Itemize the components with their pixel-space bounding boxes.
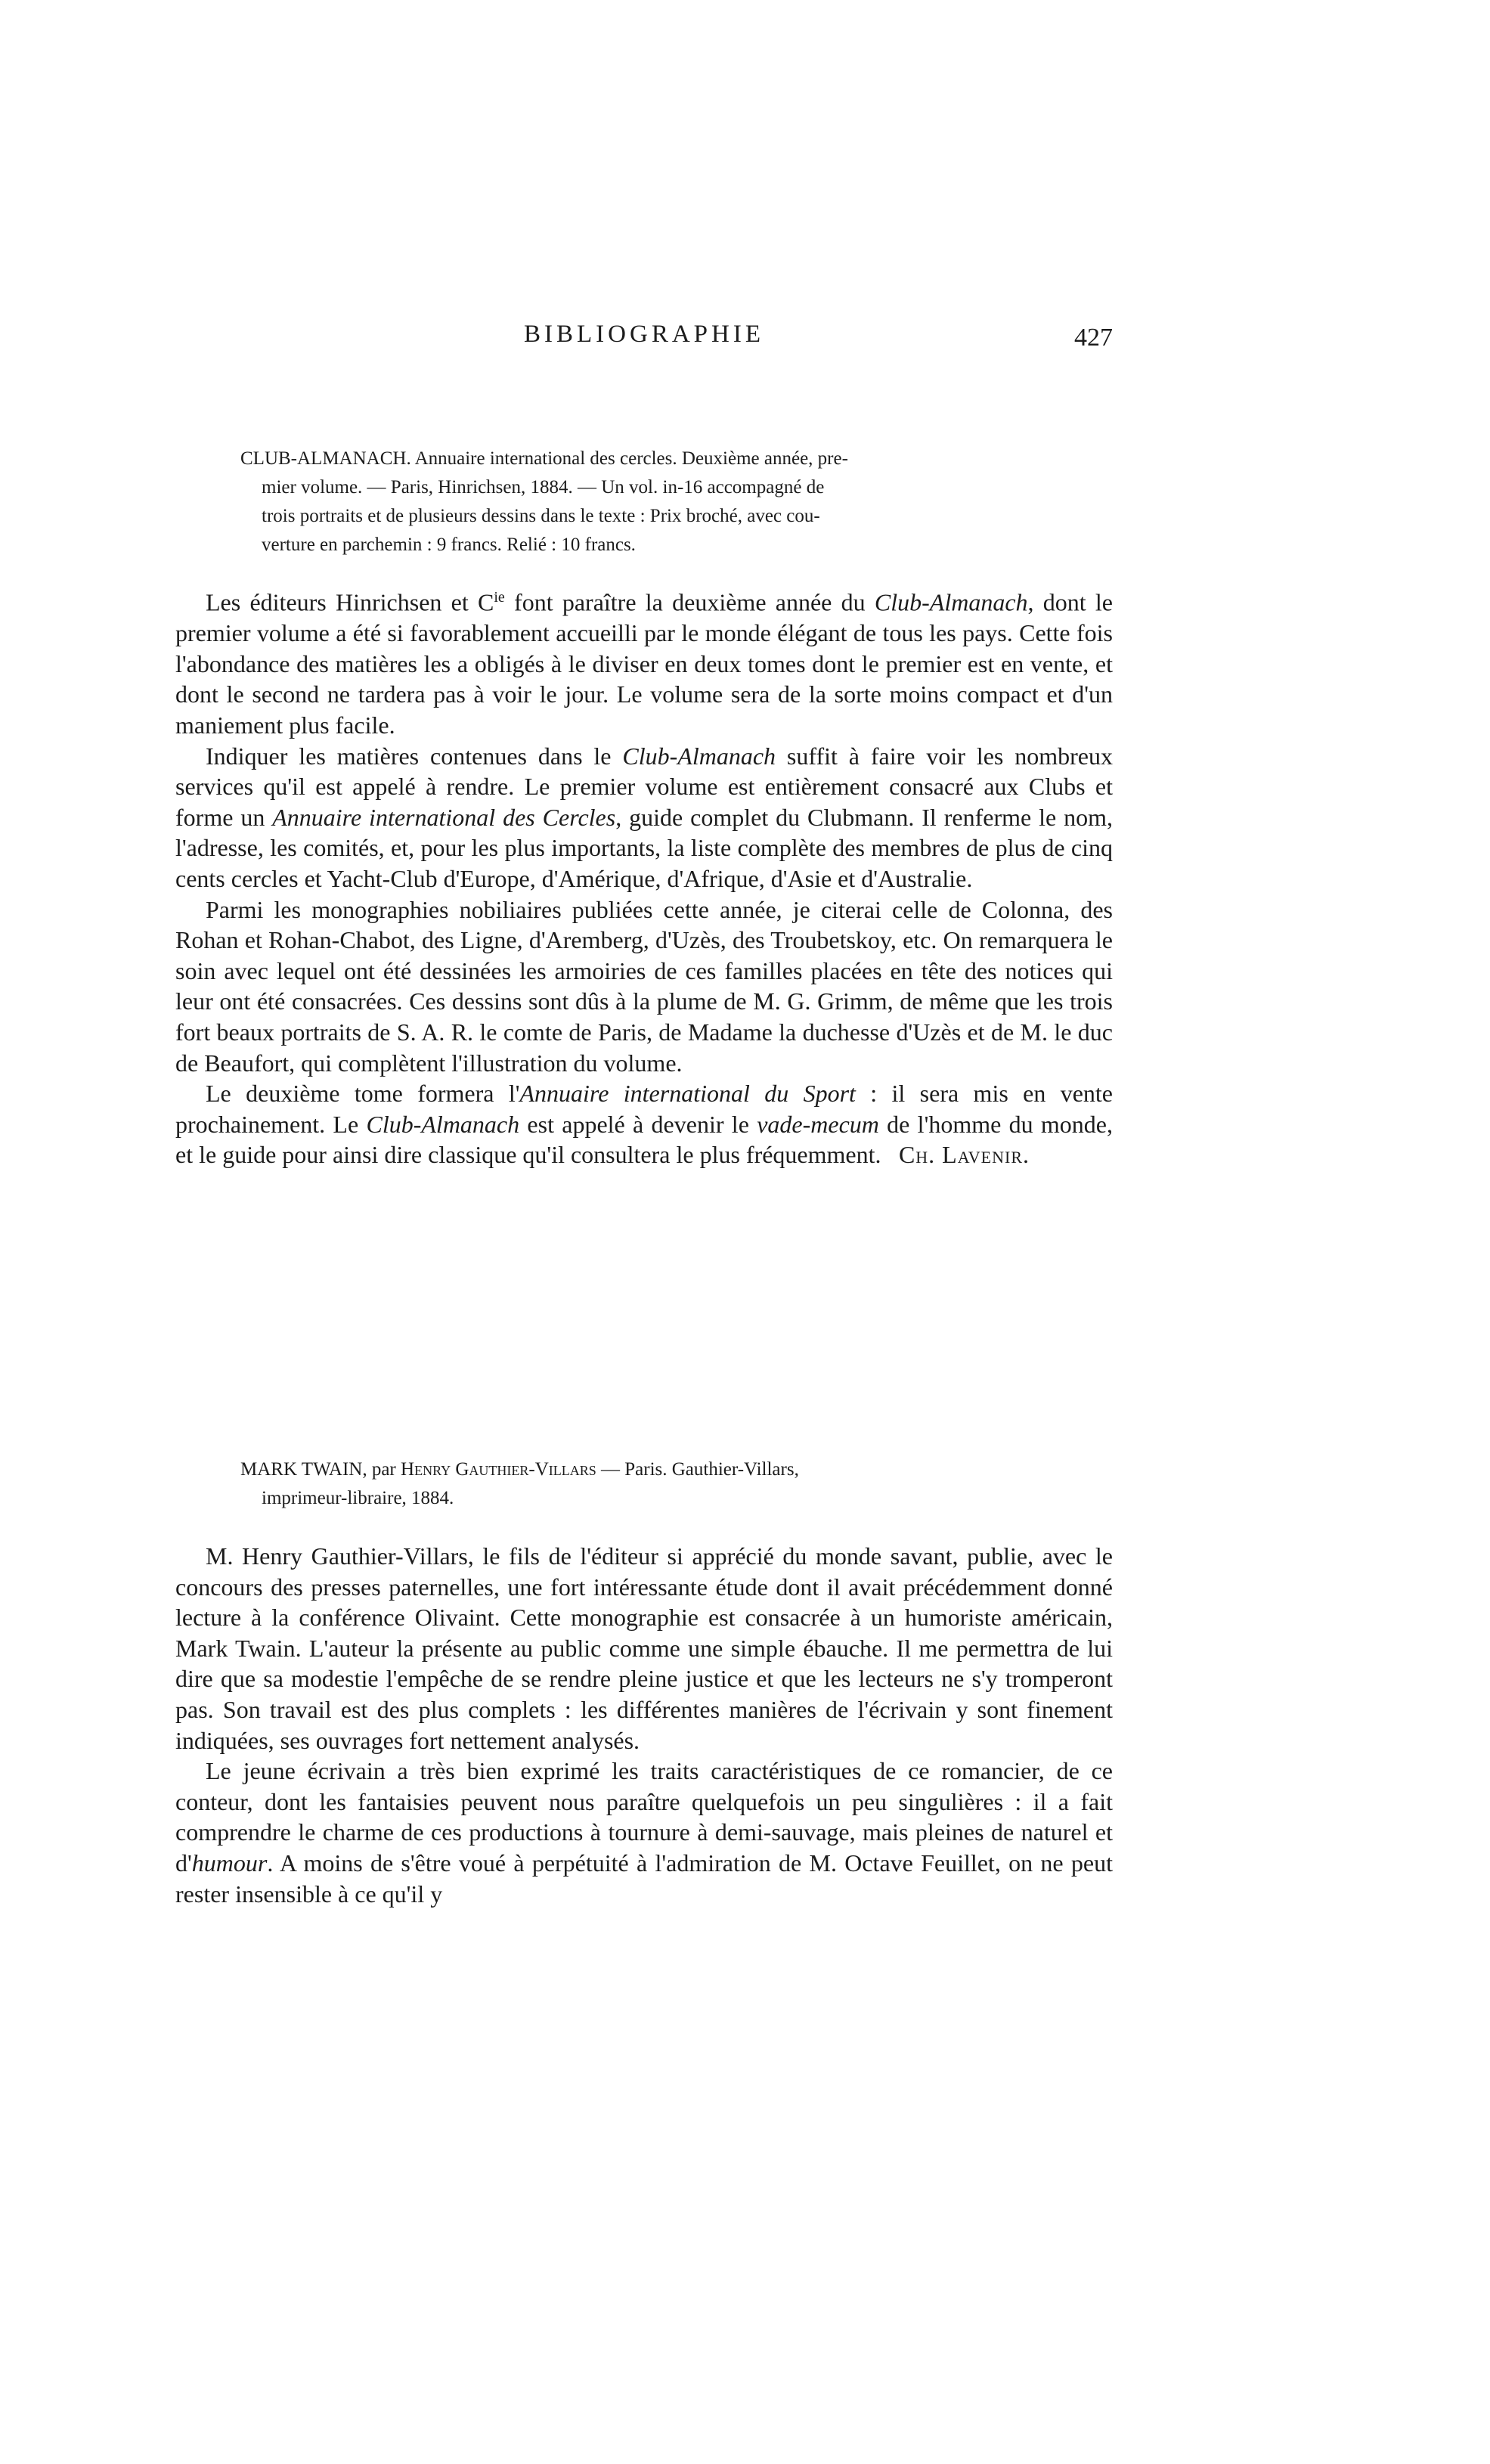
heading-author: Henry Gauthier-Villars (401, 1459, 596, 1480)
paragraph: Parmi les monographies nobiliaires publiées cette année, je citerai celle de Colonna, des Rohan et Rohan-Chabot, des Ligne, d'Aremberg, d'Uzès, des Troubetskoy, etc. On remarquera le soin avec lequel ont été dessinées les armoiries de ces familles placées en tête des notices qui leur ont été consacrées. Ces dessins sont dûs à la plume de M. G. Grimm, de même que les trois fort beaux portraits de S. A. R. le comte de Paris, de Madame la duchesse d'Uzès et de M. le duc de Beaufort, qui complètent l'illustration du volume. (175, 895, 1113, 1077)
entry-body-club-almanach (175, 582, 1113, 1170)
paragraph: Les éditeurs Hinrichsen et $C^{ie}$ font paraître la deuxième année du Club-Almanach, dont le premier volume a été si favorablement accueilli par le monde élégant de tous les pays. Cette fois l'abondance des matières les a obligés à le diviser en deux tomes dont le premier est en vente, et dont le second ne tardera pas à voir le jour. Le volume sera de la sorte moins compact et d'un maniement plus facile. (175, 588, 1113, 739)
paragraph: Indiquer les matières contenues dans le Club-Almanach suffit à faire voir les nombreux services qu'il est appelé à rendre. Le premier volume est entièrement consacré aux Clubs et forme un Annuaire international des Cercles, guide complet du Clubmann. Il renferme le nom, l'adresse, les comités, et, pour les plus importants, la liste complète des membres de plus de cinq cents cercles et Yacht-Club d'Europe, d'Amérique, d'Afrique, d'Asie et d'Australie. (175, 742, 1114, 892)
page-number: 427 (1074, 324, 1113, 352)
paragraph: Le deuxième tome formera l'Annuaire international du Sport : il sera mis en vente prochainement. Le Club-Almanach est appelé à devenir le vade-mecum de l'homme du monde, et le guide pour ainsi dire classique qu'il consultera le plus fréquemment. Ch. Lavenir. (175, 1078, 1113, 1170)
heading-line: verture en parchemin : 9 francs. Relié : 10 francs. (262, 535, 636, 555)
entry-body-mark-twain (175, 1541, 1113, 1909)
paragraph: Le jeune écrivain a très bien exprimé les traits caractéristiques de ce romancier, de ce conteur, dont les fantaisies peuvent nous paraître quelquefois un peu singulières : il a fait comprendre le charme de ces productions à tournure à demi-sauvage, mais pleines de naturel et d'humour. A moins de s'être voué à perpétuité à l'admiration de M. Octave Feuillet, on ne peut rester insensible à ce qu'il y (175, 1757, 1113, 1908)
heading-line: imprimeur-libraire, 1884. (262, 1488, 454, 1508)
heading-line: mier volume. — Paris, Hinrichsen, 1884. — Un vol. in-16 accompagné de (262, 477, 825, 497)
running-title: BIBLIOGRAPHIE (524, 321, 764, 348)
signature: Ch. Lavenir. (898, 1141, 1030, 1169)
entry-heading-club-almanach (240, 445, 1057, 559)
heading-line: CLUB-ALMANACH. Annuaire international des cercles. Deuxième année, pre- (240, 448, 848, 469)
page-header (175, 316, 1113, 361)
heading-line: trois portraits et de plusieurs dessins dans le texte : Prix broché, avec cou- (262, 506, 820, 526)
entry-heading-mark-twain: MARK TWAIN, par Henry Gauthier-Villars — Paris. Gauthier-Villars, imprimeur-libraire, 1884. (240, 1455, 1057, 1513)
paragraph: M. Henry Gauthier-Villars, le fils de l'éditeur si apprécié du monde savant, publie, avec le concours des presses paternelles, une fort intéressante étude dont il avait précédemment donné lecture à la conférence Olivaint. Cette monographie est consacrée à un humoriste américain, Mark Twain. L'auteur la présente au public comme une simple ébauche. Il me permettra de lui dire que sa modestie l'empêche de se rendre pleine justice et que les lecteurs ne s'y tromperont pas. Son travail est des plus complets : les différentes manières de l'écrivain y sont finement indiquées, ses ouvrages fort nettement analysés. (175, 1542, 1113, 1754)
